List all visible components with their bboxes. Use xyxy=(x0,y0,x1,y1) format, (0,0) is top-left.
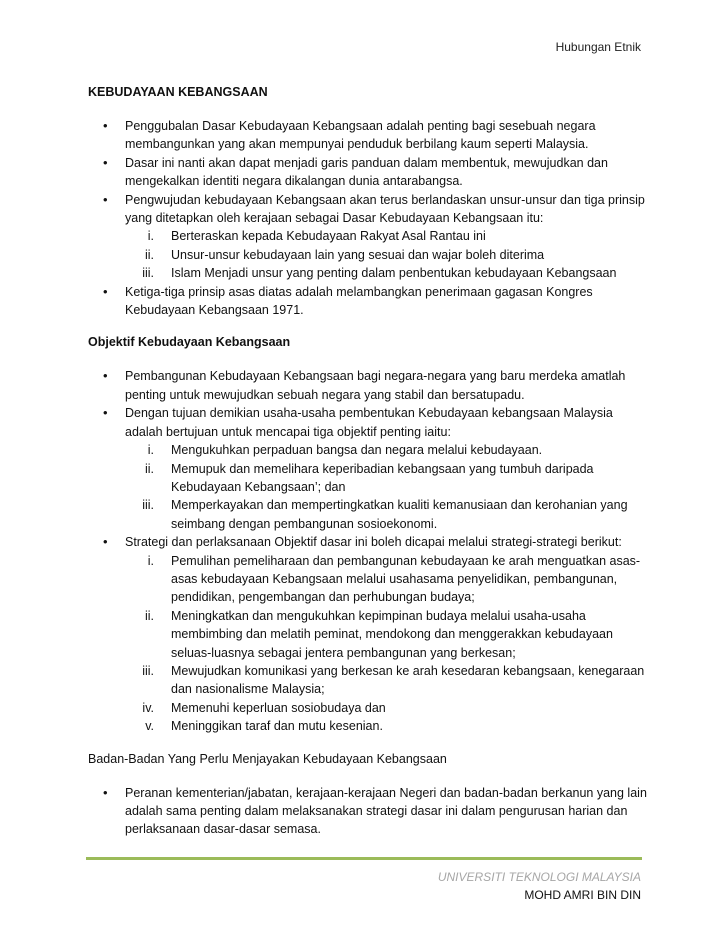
principle-text: Islam Menjadi unsur yang penting dalam penbentukan kebudayaan Kebangsaan xyxy=(171,266,617,281)
roman-numeral: i. xyxy=(147,443,154,458)
objective-item xyxy=(88,496,648,533)
roman-numeral: i. xyxy=(147,553,154,568)
strategies-list xyxy=(125,552,648,736)
roman-numeral: iv. xyxy=(142,700,154,715)
objective-item xyxy=(88,441,648,459)
roman-numeral: i. xyxy=(147,229,154,244)
roman-numeral: ii. xyxy=(144,461,154,476)
objective-text: Mengukuhkan perpaduan bangsa dan negara melalui kebudayaan. xyxy=(171,443,543,458)
section3-bullet-list xyxy=(88,784,648,839)
section-heading-kebudayaan-kebangsaan: KEBUDAYAAN KEBANGSAAN xyxy=(88,85,268,99)
principle-text: Unsur-unsur kebudayaan lain yang sesuai dan wajar boleh diterima xyxy=(171,247,545,262)
strategy-item xyxy=(88,552,648,607)
objective-item xyxy=(88,460,648,497)
bullet-item xyxy=(88,117,648,154)
section-heading-badan-badan: Badan-Badan Yang Perlu Menjayakan Kebudayaan Kebangsaan xyxy=(88,751,447,766)
strategy-text: Memenuhi keperluan sosiobudaya dan xyxy=(171,700,386,715)
section2-bullet-list xyxy=(88,367,648,735)
footer-author: MOHD AMRI BIN DIN xyxy=(524,888,641,902)
bullet-item xyxy=(88,191,648,283)
strategy-item xyxy=(88,699,648,717)
principles-list xyxy=(125,227,648,282)
objective-text: Memupuk dan memelihara keperibadian kebangsaan yang tumbuh daripada Kebudayaan Kebangsaan’; dan xyxy=(171,461,594,494)
objective-text: Memperkayakan dan mempertingkatkan kualiti kemanusiaan dan kerohanian yang seimbang dengan pembangunan sosioekonomi. xyxy=(171,498,628,531)
bullet-item xyxy=(88,367,648,404)
bullet-item xyxy=(88,784,648,839)
bullet-text: Strategi dan perlaksanaan Objektif dasar ini boleh dicapai melalui strategi-strategi berikut: xyxy=(125,535,622,550)
strategy-text: Meninggikan taraf dan mutu kesenian. xyxy=(171,719,383,734)
bullet-item xyxy=(88,404,648,533)
principle-item xyxy=(88,246,648,264)
objectives-list xyxy=(125,441,648,533)
bullet-item xyxy=(88,283,648,320)
document-body xyxy=(88,83,648,853)
roman-numeral: iii. xyxy=(142,663,154,678)
principle-text: Berteraskan kepada Kebudayaan Rakyat Asal Rantau ini xyxy=(171,229,486,244)
section1-bullet-list xyxy=(88,117,648,319)
bullet-text: Pengwujudan kebudayaan Kebangsaan akan terus berlandaskan unsur-unsur dan tiga prinsip yang ditetapkan oleh kerajaan sebagai Dasar Kebudayaan Kebangsaan itu: xyxy=(125,192,645,226)
bullet-item xyxy=(88,154,648,191)
strategy-item xyxy=(88,607,648,662)
roman-numeral: iii. xyxy=(142,266,154,281)
strategy-item xyxy=(88,662,648,699)
bullet-text: Penggubalan Dasar Kebudayaan Kebangsaan adalah penting bagi sesebuah negara membangunkan yang akan mempunyai penduduk berbilang kaum seperti Malaysia. xyxy=(125,119,596,152)
bullet-text: Dengan tujuan demikian usaha-usaha pembentukan Kebudayaan kebangsaan Malaysia adalah bertujuan untuk mencapai tiga objektif penting iaitu: xyxy=(125,406,613,439)
bullet-item xyxy=(88,533,648,735)
roman-numeral: ii. xyxy=(144,247,154,262)
strategy-item xyxy=(88,717,648,735)
page-header: Hubungan Etnik xyxy=(555,40,641,54)
footer-university: UNIVERSITI TEKNOLOGI MALAYSIA xyxy=(437,870,641,884)
principle-item xyxy=(88,227,648,245)
roman-numeral: v. xyxy=(145,719,154,734)
bullet-text: Dasar ini nanti akan dapat menjadi garis panduan dalam membentuk, mewujudkan dan mengekalkan identiti negara dikalangan dunia antarabangsa. xyxy=(125,155,608,189)
bullet-text: Pembangunan Kebudayaan Kebangsaan bagi negara-negara yang baru merdeka amatlah penting untuk mewujudkan sebuah negara yang stabil dan bersatupadu. xyxy=(125,369,626,402)
section-heading-objektif: Objektif Kebudayaan Kebangsaan xyxy=(88,335,291,350)
strategy-text: Pemulihan pemeliharaan dan pembangunan kebudayaan ke arah menguatkan asas-asas kebudayaan Kebangsaan melalui usahasama penyelidikan, pembangunan, pendidikan, pengembangan dan perhubungan budaya; xyxy=(171,553,641,605)
strategy-text: Mewujudkan komunikasi yang berkesan ke arah kesedaran kebangsaan, kenegaraan dan nasionalisme Malaysia; xyxy=(171,663,645,697)
bullet-text: Ketiga-tiga prinsip asas diatas adalah melambangkan penerimaan gagasan Kongres Kebudayaan Kebangsaan 1971. xyxy=(125,284,593,318)
principle-item xyxy=(88,264,648,282)
footer-divider xyxy=(86,857,642,860)
strategy-text: Meningkatkan dan mengukuhkan kepimpinan budaya melalui usaha-usaha membimbing dan melatih peminat, mendokong dan menggerakkan kebudayaan seluas-luasnya sebagai jentera pembangunan yang berkesan; xyxy=(171,608,613,660)
bullet-text: Peranan kementerian/jabatan, kerajaan-kerajaan Negeri dan badan-badan berkanun yang lain adalah sama penting dalam melaksanakan strategi dasar ini dalam pengurusan harian dan perlaksanaan dasar-dasar semasa. xyxy=(125,785,647,837)
roman-numeral: iii. xyxy=(142,498,154,513)
roman-numeral: ii. xyxy=(144,608,154,623)
